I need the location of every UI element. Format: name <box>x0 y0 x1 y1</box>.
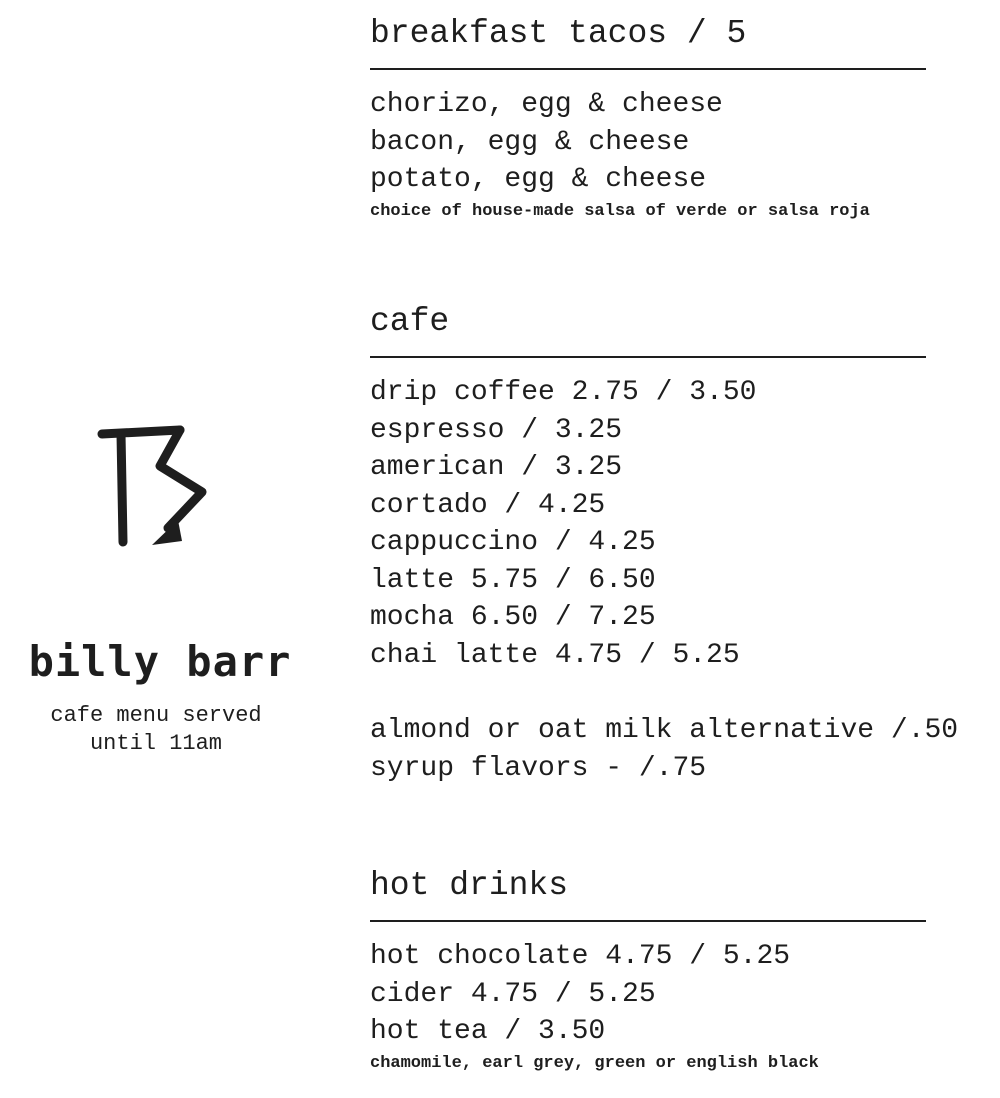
menu-item: mocha 6.50 / 7.25 <box>370 602 656 633</box>
menu-list <box>370 374 990 674</box>
menu-note: chamomile, earl grey, green or english black <box>370 1053 819 1073</box>
extras-list <box>370 712 990 787</box>
extra-item: almond or oat milk alternative /.50 <box>370 715 959 746</box>
menu-item: drip coffee 2.75 / 3.50 <box>370 377 757 408</box>
section-divider <box>370 920 926 922</box>
menu-item: chai latte 4.75 / 5.25 <box>370 639 740 671</box>
extra-item: syrup flavors - /.75 <box>370 752 707 784</box>
spacer <box>370 674 990 712</box>
menu-note: choice of house-made salsa of verde or salsa roja <box>370 201 870 221</box>
breakfast-tacos-section <box>370 14 990 225</box>
section-divider <box>370 356 926 358</box>
tagline <box>0 702 312 758</box>
section-divider <box>370 68 926 70</box>
menu-item: cortado / 4.25 <box>370 489 606 521</box>
tagline-line-1: cafe menu served <box>50 703 262 728</box>
menu-item: latte 5.75 / 6.50 <box>370 564 656 596</box>
tagline-line-2: until 11am <box>89 731 223 756</box>
b-arrow-logo-icon <box>96 424 216 554</box>
brand-name: billy barr <box>28 637 292 686</box>
section-title: hot drinks <box>370 867 569 904</box>
hot-drinks-section <box>370 866 990 1077</box>
section-title: breakfast tacos / 5 <box>370 15 747 52</box>
menu-list <box>370 938 990 1051</box>
section-title: cafe <box>370 303 450 340</box>
menu-item: hot chocolate 4.75 / 5.25 <box>370 941 791 972</box>
menu-item: hot tea / 3.50 <box>370 1016 606 1047</box>
menu-item: cider 4.75 / 5.25 <box>370 978 656 1010</box>
menu-item: american / 3.25 <box>370 452 623 483</box>
menu-item: bacon, egg & cheese <box>370 126 690 158</box>
menu-item: chorizo, egg & cheese <box>370 89 723 120</box>
brand-panel <box>0 0 320 1098</box>
menu-item: cappuccino / 4.25 <box>370 527 656 558</box>
menu-item: espresso / 3.25 <box>370 414 623 446</box>
menu-list <box>370 86 990 199</box>
cafe-section <box>370 302 990 787</box>
menu-item: potato, egg & cheese <box>370 164 707 195</box>
